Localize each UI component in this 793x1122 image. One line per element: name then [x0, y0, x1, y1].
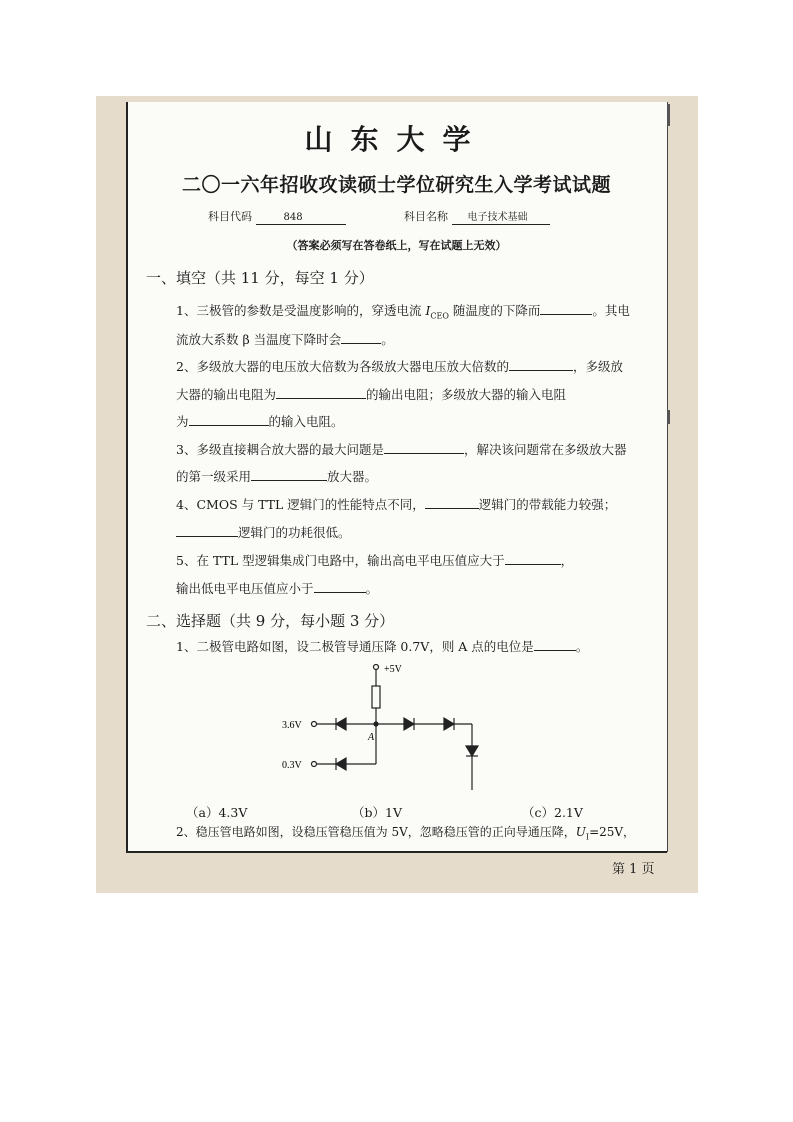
answer-blank [251, 468, 327, 481]
input1-label: 3.6V [282, 720, 302, 731]
question-line: 1、二极管电路如图，设二极管导通压降 0.7V，则 A 点的电位是 。 [176, 639, 589, 654]
university-title: 山东大学 [304, 123, 489, 156]
input-terminal-2 [312, 762, 317, 767]
question-line: 2、多级放大器的电压放大倍数为各级放大器电压放大倍数的 ，多级放 [176, 359, 623, 374]
answer-blank [425, 496, 479, 509]
answer-blank [540, 302, 592, 315]
diode-circuit-diagram [280, 660, 500, 800]
diode-d5 [466, 746, 478, 756]
answer-blank [505, 552, 561, 565]
subject-code-label: 科目代码 [208, 210, 252, 223]
exam-title: 二〇一六年招收攻读硕士学位研究生入学考试试题 [181, 174, 611, 196]
question-line: 2、稳压管电路如图，设稳压管稳压值为 5V，忽略稳压管的正向导通压降，$U_I=25V$， [176, 825, 636, 842]
edge-mark [667, 410, 670, 424]
question-line: 为 的输入电阻。 [176, 414, 344, 429]
answer-blank [189, 413, 269, 426]
diode-d1 [336, 718, 346, 730]
section-title: 二、选择题（共 9 分，每小题 3 分） [146, 612, 395, 630]
exam-notice: （答案必须写在答卷纸上，写在试题上无效） [286, 239, 507, 252]
subject-name-row [404, 208, 550, 225]
question-line: 5、在 TTL 型逻辑集成门电路中，输出高电平电压值应大于 ， [176, 553, 574, 568]
question-line: 3、多级直接耦合放大器的最大问题是 ，解决该问题常在多级放大器 [176, 442, 627, 457]
option-c: （c）2.1V [522, 805, 583, 820]
question-line: 流放大系数 β 当温度下降时会 。 [176, 332, 394, 347]
edge-mark [667, 104, 670, 126]
question-line: 大器的输出电阻为 的输出电阻；多级放大器的输入电阻 [176, 387, 567, 402]
question-line: 输出低电平电压值应小于 。 [176, 581, 379, 596]
section-title: 一、填空（共 11 分，每空 1 分） [146, 269, 374, 287]
question-line: 4、CMOS 与 TTL 逻辑门的性能特点不同， 逻辑门的带载能力较强； [176, 497, 617, 512]
option-a: （a）4.3V [186, 805, 248, 820]
page-bottom-rule [126, 851, 667, 853]
subject-code-value: 848 [256, 211, 346, 225]
answer-blank [534, 638, 576, 651]
subject-name-value: 电子技术基础 [452, 211, 550, 225]
question-line: 逻辑门的功耗很低。 [176, 523, 351, 541]
junction-dot [374, 722, 378, 726]
supply-label: +5V [384, 664, 402, 675]
question-line: 1、三极管的参数是受温度影响的，穿透电流 $I_{CEO}$ 随温度的下降而 。其电 [176, 303, 630, 321]
subject-code-row [208, 208, 346, 225]
input2-label: 0.3V [282, 760, 302, 771]
subject-name-label: 科目名称 [404, 210, 448, 223]
answer-blank [384, 441, 464, 454]
page-number: 第 1 页 [612, 862, 655, 877]
answer-blank [509, 358, 573, 371]
diode-d4 [444, 718, 454, 730]
answer-blank [341, 331, 381, 344]
option-b: （b）1V [352, 805, 402, 820]
diode-d3 [404, 718, 414, 730]
answer-blank [314, 580, 366, 593]
diode-d2 [336, 758, 346, 770]
supply-terminal [374, 665, 379, 670]
question-line: 的第一级采用 放大器。 [176, 469, 378, 484]
input-terminal-1 [312, 722, 317, 727]
answer-blank [276, 386, 366, 399]
resistor [372, 686, 380, 708]
answer-blank [176, 524, 238, 537]
node-label: A [368, 732, 375, 743]
